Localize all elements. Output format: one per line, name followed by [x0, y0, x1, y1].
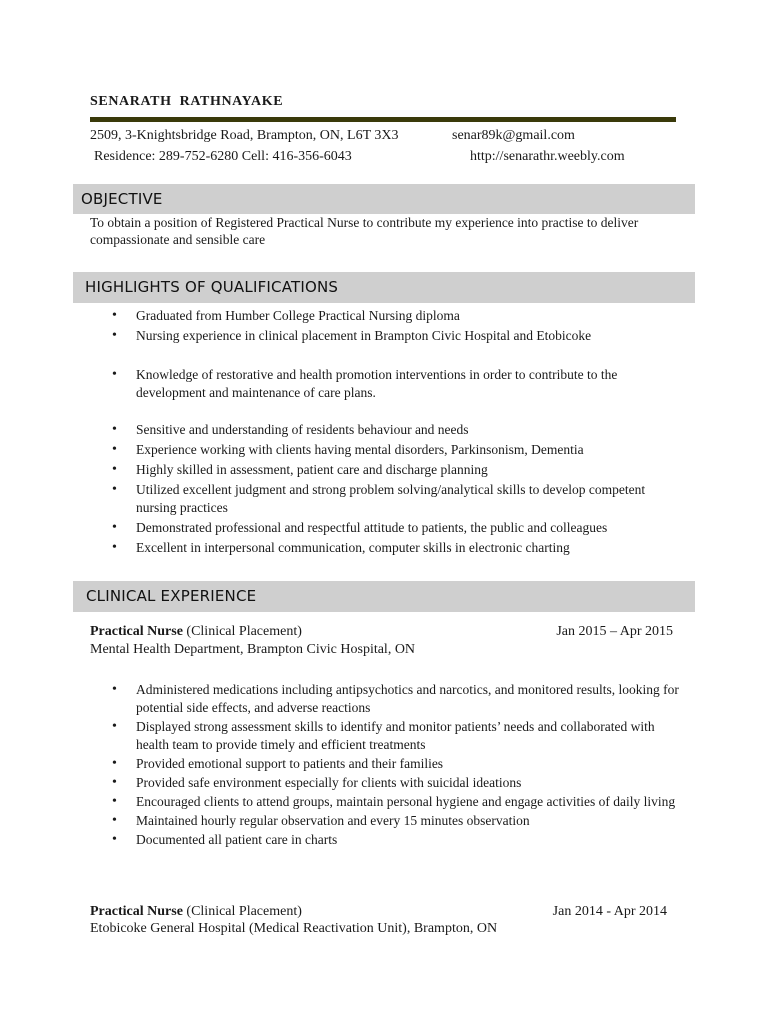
list-item: • Provided safe environment especially for clients with suicidal ideations: [112, 774, 680, 792]
job-dates-1: Jan 2015 – Apr 2015: [556, 624, 673, 639]
website: http://senarathr.weebly.com: [470, 149, 625, 164]
phone-numbers: Residence: 289-752-6280 Cell: 416-356-6043: [94, 149, 352, 164]
objective-heading: OBJECTIVE: [81, 190, 163, 208]
list-item: • Displayed strong assessment skills to identify and monitor patients’ needs and collaborated with health team to provide timely and efficient treatments: [112, 718, 680, 754]
job-role: Practical Nurse: [90, 904, 183, 919]
list-item: • Knowledge of restorative and health promotion interventions in order to contribute to the development and maintenance of care plans.: [112, 366, 680, 402]
qualifications-list-3: [112, 421, 680, 557]
list-item: • Demonstrated professional and respectful attitude to patients, the public and colleagues: [112, 519, 680, 537]
list-item: • Encouraged clients to attend groups, maintain personal hygiene and engage activities of daily living: [112, 793, 680, 811]
qualifications-section-header: [73, 272, 695, 303]
objective-section-header: [73, 184, 695, 214]
job-title-2: [90, 904, 302, 920]
address: 2509, 3-Knightsbridge Road, Brampton, ON, L6T 3X3: [90, 128, 399, 143]
resume-name: SENARATH RATHNAYAKE: [90, 94, 284, 109]
clinical-section-header: [73, 581, 695, 612]
job-place-1: Mental Health Department, Brampton Civic Hospital, ON: [90, 642, 416, 657]
job-duties-1: [112, 681, 680, 849]
list-item: • Graduated from Humber College Practical Nursing diploma: [112, 307, 680, 325]
qualifications-list-1: [112, 307, 680, 345]
list-item: • Utilized excellent judgment and strong problem solving/analytical skills to develop competent nursing practices: [112, 481, 680, 517]
list-item: • Highly skilled in assessment, patient care and discharge planning: [112, 461, 680, 479]
job-role: Practical Nurse: [90, 624, 183, 639]
list-item: • Excellent in interpersonal communication, computer skills in electronic charting: [112, 539, 680, 557]
list-item: • Maintained hourly regular observation and every 15 minutes observation: [112, 812, 680, 830]
job-type: (Clinical Placement): [182, 904, 302, 919]
qualifications-heading: HIGHLIGHTS OF QUALIFICATIONS: [85, 278, 339, 296]
job-title-1: [90, 624, 302, 640]
objective-text: To obtain a position of Registered Practical Nurse to contribute my experience into practise to deliver compassionate and sensible care: [90, 215, 639, 247]
list-item: • Sensitive and understanding of residents behaviour and needs: [112, 421, 680, 439]
job-dates-2: Jan 2014 - Apr 2014: [552, 904, 667, 919]
email: senar89k@gmail.com: [452, 128, 575, 143]
list-item: • Provided emotional support to patients and their families: [112, 755, 680, 773]
list-item: • Nursing experience in clinical placement in Brampton Civic Hospital and Etobicoke: [112, 327, 680, 345]
clinical-heading: CLINICAL EXPERIENCE: [86, 587, 257, 605]
list-item: • Documented all patient care in charts: [112, 831, 680, 849]
list-item: • Experience working with clients having mental disorders, Parkinsonism, Dementia: [112, 441, 680, 459]
job-type: (Clinical Placement): [182, 624, 302, 639]
job-place-2: Etobicoke General Hospital (Medical Reactivation Unit), Brampton, ON: [90, 921, 498, 936]
header-divider: [90, 117, 676, 122]
qualifications-list-2: [112, 366, 680, 402]
list-item: • Administered medications including antipsychotics and narcotics, and monitored results, looking for potential side effects, and adverse reactions: [112, 681, 680, 717]
